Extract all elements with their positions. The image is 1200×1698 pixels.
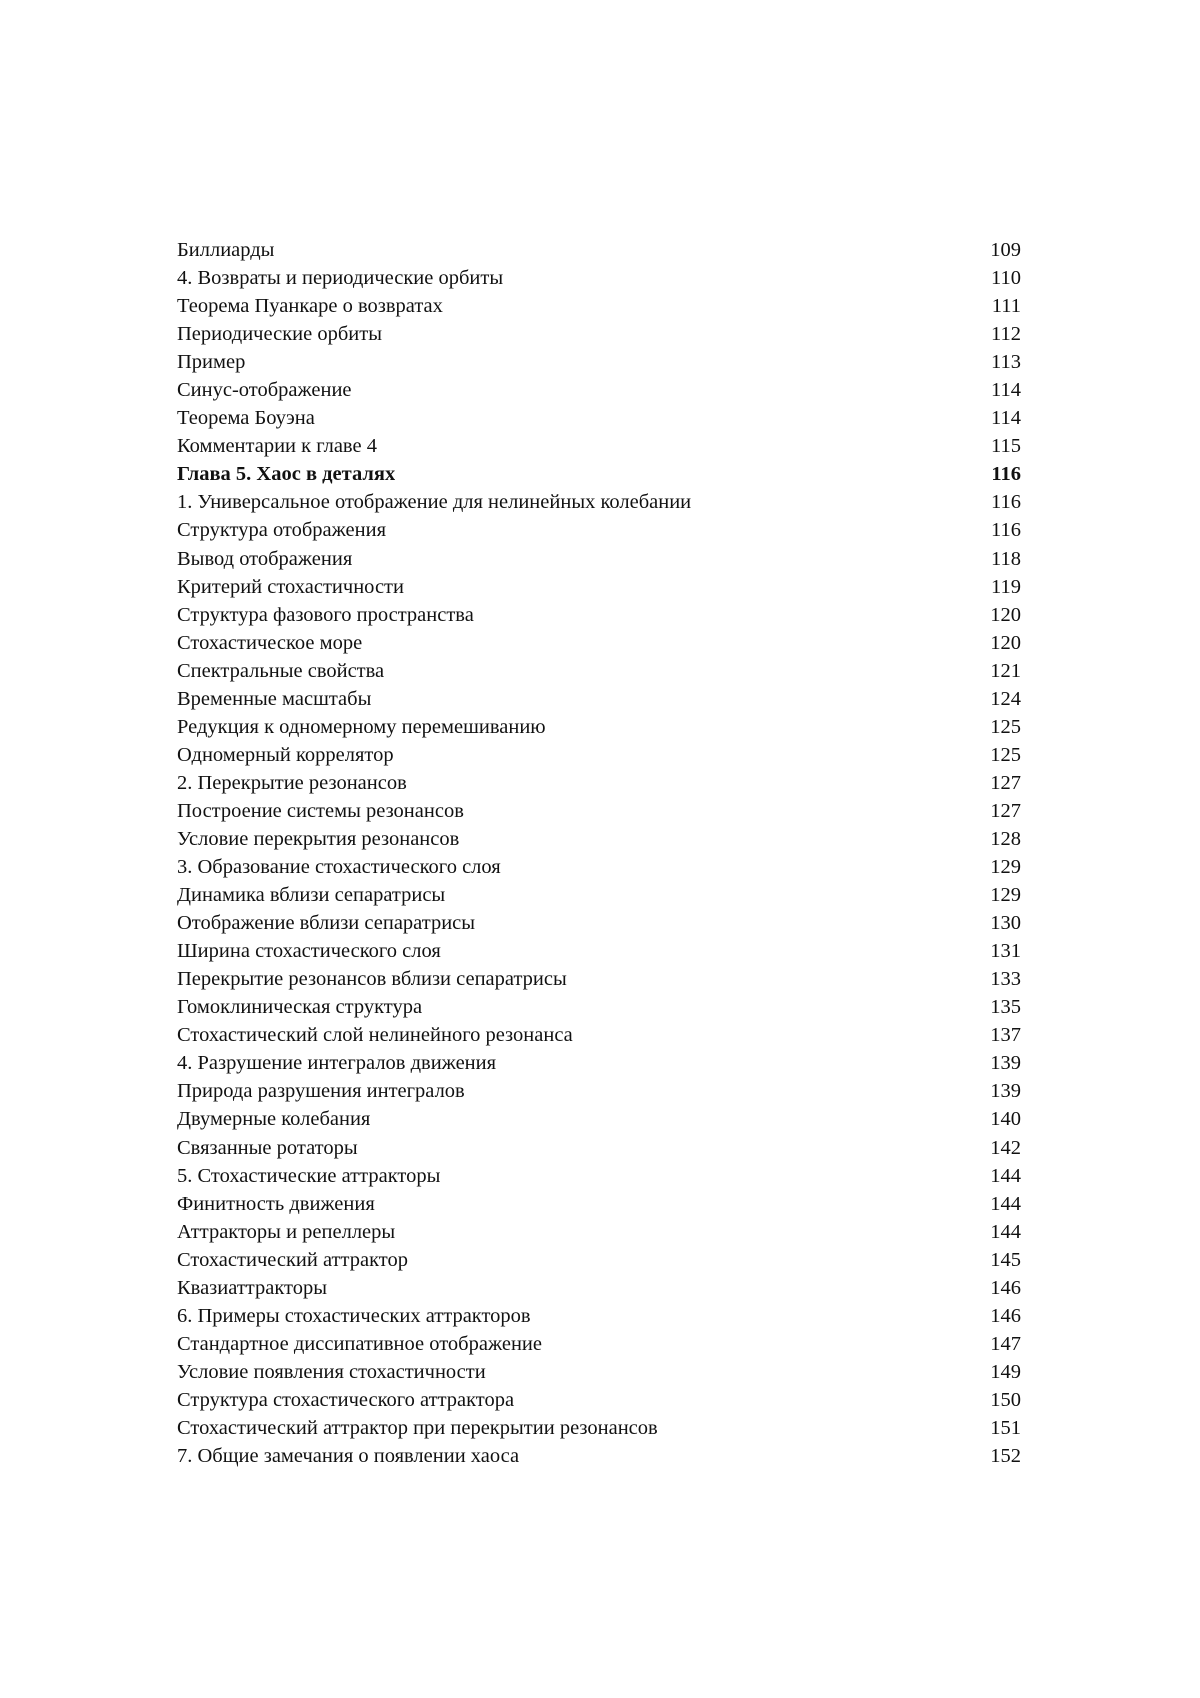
toc-entry-title: Теорема Боуэна: [177, 407, 315, 430]
toc-entry-title: 4. Разрушение интегралов движения: [177, 1052, 497, 1075]
toc-entry: [177, 404, 1021, 432]
toc-entry-title: Условие появления стохастичности: [177, 1360, 486, 1383]
toc-entry: [177, 1358, 1021, 1386]
toc-entry: [177, 1049, 1021, 1077]
toc-entry-title: Стохастическое море: [177, 631, 363, 654]
toc-entry-title: Периодические орбиты: [177, 323, 382, 346]
toc-entry-title: Комментарии к главе 4: [177, 435, 377, 458]
toc-entry-page-number: 109: [990, 239, 1021, 261]
toc-entry: [177, 1190, 1021, 1218]
toc-entry: [177, 797, 1021, 825]
toc-entry-page-number: 124: [990, 687, 1021, 710]
toc-entry: [177, 573, 1021, 601]
toc-entry-title: Биллиарды: [177, 239, 275, 261]
toc-entry: [177, 1414, 1021, 1442]
toc-entry: [177, 236, 1021, 264]
toc-entry-page-number: 116: [991, 519, 1021, 542]
toc-entry-page-number: 113: [991, 351, 1021, 374]
toc-entry-title: Динамика вблизи сепаратрисы: [177, 884, 446, 907]
toc-entry-title: Построение системы резонансов: [177, 799, 464, 822]
toc-entry-page-number: 114: [991, 407, 1021, 430]
toc-entry: [177, 825, 1021, 853]
toc-entry: [177, 1134, 1021, 1162]
toc-entry-page-number: 139: [990, 1080, 1021, 1103]
toc-entry: [177, 1274, 1021, 1302]
toc-entry-title: 7. Общие замечания о появлении хаоса: [177, 1445, 520, 1468]
toc-entry-page-number: 150: [990, 1388, 1021, 1411]
toc-entry: [177, 601, 1021, 629]
toc-entry: [177, 1105, 1021, 1133]
toc-entry: [177, 264, 1021, 292]
toc-entry-title: Одномерный коррелятор: [177, 743, 394, 766]
toc-entry-page-number: 135: [990, 996, 1021, 1019]
toc-entry-title: 4. Возвраты и периодические орбиты: [177, 267, 504, 290]
toc-entry-title: Стохастический аттрактор: [177, 1248, 408, 1271]
toc-entry-title: Гомоклиническая структура: [177, 996, 423, 1019]
toc-entry: [177, 685, 1021, 713]
toc-entry: [177, 1021, 1021, 1049]
toc-entry-page-number: 129: [990, 884, 1021, 907]
toc-entry-page-number: 121: [990, 659, 1021, 682]
toc-entry-page-number: 144: [990, 1220, 1021, 1243]
toc-entry-page-number: 137: [990, 1024, 1021, 1047]
toc-entry-page-number: 120: [990, 631, 1021, 654]
toc-entry: [177, 1218, 1021, 1246]
toc-entry-page-number: 119: [991, 575, 1021, 598]
toc-entry-page-number: 125: [990, 743, 1021, 766]
toc-entry: [177, 488, 1021, 516]
toc-entry: [177, 1330, 1021, 1358]
toc-entry-title: Финитность движения: [177, 1192, 375, 1215]
toc-entry-page-number: 120: [990, 603, 1021, 626]
toc-entry: [177, 993, 1021, 1021]
toc-entry-page-number: 152: [990, 1445, 1021, 1468]
toc-entry: [177, 545, 1021, 573]
toc-entry: [177, 909, 1021, 937]
toc-entry-title: Синус-отображение: [177, 379, 352, 402]
toc-entry: [177, 1162, 1021, 1190]
toc-entry-page-number: 112: [991, 323, 1021, 346]
toc-entry-page-number: 133: [990, 968, 1021, 991]
toc-entry: [177, 937, 1021, 965]
toc-entry: [177, 1302, 1021, 1330]
toc-entry-page-number: 147: [990, 1332, 1021, 1355]
toc-entry-title: 1. Универсальное отображение для нелинейных колебании: [177, 491, 692, 514]
toc-entry-page-number: 151: [990, 1416, 1021, 1439]
toc-entry-title: 3. Образование стохастического слоя: [177, 856, 501, 879]
toc-entry-title: 5. Стохастические аттракторы: [177, 1164, 441, 1187]
toc-entry-title: Стохастический слой нелинейного резонанса: [177, 1024, 573, 1047]
toc-entry-page-number: 139: [990, 1052, 1021, 1075]
toc-entry-page-number: 118: [991, 547, 1021, 570]
toc-entry: [177, 1246, 1021, 1274]
toc-entry-title: Условие перекрытия резонансов: [177, 827, 460, 850]
toc-entry-title: Структура отображения: [177, 519, 387, 542]
toc-entry-page-number: 116: [991, 491, 1021, 514]
toc-entry-title: Пример: [177, 351, 246, 374]
toc-entry-title: Теорема Пуанкаре о возвратах: [177, 295, 443, 318]
toc-entry: [177, 1442, 1021, 1470]
toc-entry: [177, 713, 1021, 741]
toc-entry-page-number: 144: [990, 1164, 1021, 1187]
toc-entry: [177, 769, 1021, 797]
toc-entry-page-number: 125: [990, 715, 1021, 738]
toc-entry: [177, 881, 1021, 909]
toc-entry-page-number: 127: [990, 799, 1021, 822]
toc-entry-title: Критерий стохастичности: [177, 575, 404, 598]
toc-entry-title: Структура стохастического аттрактора: [177, 1388, 515, 1411]
toc-entry-page-number: 116: [991, 463, 1021, 486]
toc-entry-page-number: 144: [990, 1192, 1021, 1215]
toc-entry-title: Структура фазового пространства: [177, 603, 474, 626]
toc-entry-page-number: 115: [991, 435, 1021, 458]
toc-entry-title: Ширина стохастического слоя: [177, 940, 441, 963]
toc-entry: [177, 629, 1021, 657]
toc-entry-page-number: 111: [991, 295, 1021, 318]
toc-entry: [177, 292, 1021, 320]
toc-entry-title: Перекрытие резонансов вблизи сепаратрисы: [177, 968, 567, 991]
toc-entry: [177, 657, 1021, 685]
toc-entry-page-number: 110: [991, 267, 1021, 290]
table-of-contents: [177, 236, 1021, 1470]
toc-entry: [177, 320, 1021, 348]
toc-entry-page-number: 145: [990, 1248, 1021, 1271]
toc-entry-title: Природа разрушения интегралов: [177, 1080, 465, 1103]
toc-entry-title: Квазиаттракторы: [177, 1276, 327, 1299]
toc-entry-page-number: 131: [990, 940, 1021, 963]
toc-entry-page-number: 127: [990, 771, 1021, 794]
toc-entry-page-number: 129: [990, 856, 1021, 879]
toc-entry: [177, 348, 1021, 376]
toc-entry: [177, 1077, 1021, 1105]
toc-entry-title: 2. Перекрытие резонансов: [177, 771, 407, 794]
toc-entry: [177, 1386, 1021, 1414]
toc-entry-title: Аттракторы и репеллеры: [177, 1220, 396, 1243]
toc-entry: [177, 741, 1021, 769]
toc-entry-page-number: 146: [990, 1304, 1021, 1327]
toc-entry-page-number: 146: [990, 1276, 1021, 1299]
toc-entry-page-number: 142: [990, 1136, 1021, 1159]
toc-chapter-heading: [177, 460, 1021, 488]
toc-entry: [177, 432, 1021, 460]
toc-entry-title: Редукция к одномерному перемешиванию: [177, 715, 546, 738]
toc-entry-title: Связанные ротаторы: [177, 1136, 358, 1159]
toc-entry-title: Двумерные колебания: [177, 1108, 371, 1131]
toc-entry-title: 6. Примеры стохастических аттракторов: [177, 1304, 531, 1327]
toc-entry: [177, 376, 1021, 404]
toc-entry-title: Временные масштабы: [177, 687, 372, 710]
toc-entry-title: Отображение вблизи сепаратрисы: [177, 912, 476, 935]
toc-entry: [177, 853, 1021, 881]
toc-entry-page-number: 128: [990, 827, 1021, 850]
toc-entry: [177, 516, 1021, 544]
toc-entry-page-number: 114: [991, 379, 1021, 402]
toc-entry-page-number: 149: [990, 1360, 1021, 1383]
toc-entry: [177, 965, 1021, 993]
toc-entry-title: Спектральные свойства: [177, 659, 385, 682]
toc-entry-title: Вывод отображения: [177, 547, 353, 570]
toc-entry-page-number: 130: [990, 912, 1021, 935]
toc-entry-title: Стандартное диссипативное отображение: [177, 1332, 542, 1355]
toc-entry-title: Глава 5. Хаос в деталях: [177, 463, 396, 486]
toc-entry-page-number: 140: [990, 1108, 1021, 1131]
toc-entry-title: Стохастический аттрактор при перекрытии резонансов: [177, 1416, 658, 1439]
